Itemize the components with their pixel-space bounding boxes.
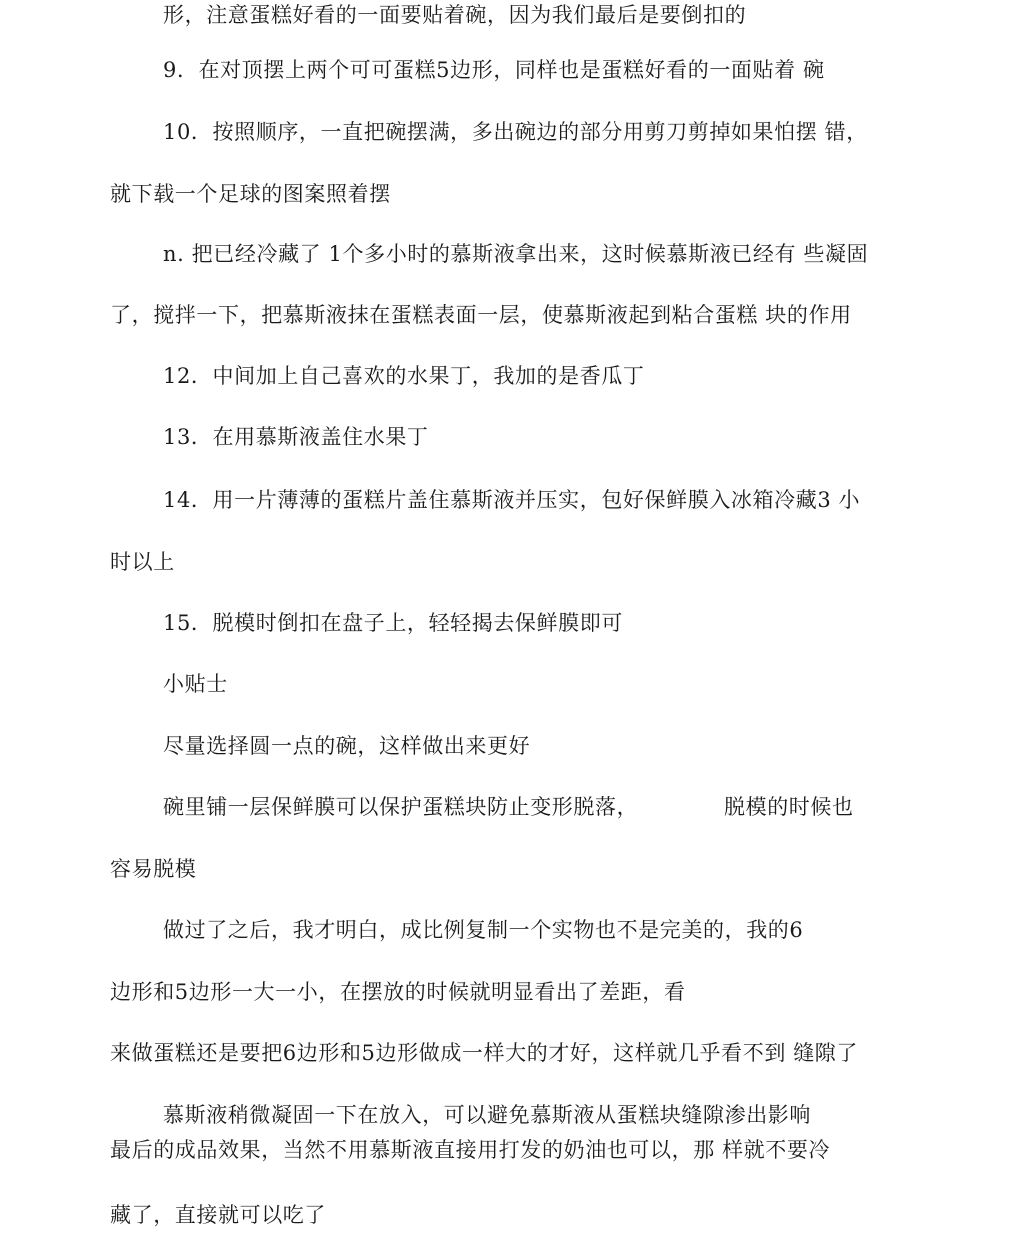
text-line: 15．脱模时倒扣在盘子上，轻轻揭去保鲜膜即可	[163, 611, 623, 635]
text-line: 时以上	[110, 550, 175, 574]
text-line: 就下载一个足球的图案照着摆	[110, 182, 391, 206]
text-line: 了，搅拌一下，把慕斯液抹在蛋糕表面一层，使慕斯液起到粘合蛋糕 块的作用	[110, 303, 852, 327]
text-line: 13．在用慕斯液盖住水果丁	[163, 425, 429, 449]
text-line: 容易脱模	[110, 857, 197, 881]
section-heading: 小贴士	[163, 672, 228, 696]
text-line: 9．在对顶摆上两个可可蛋糕5边形，同样也是蛋糕好看的一面贴着 碗	[163, 58, 825, 82]
text-line: n. 把已经冷藏了 1个多小时的慕斯液拿出来，这时候慕斯液已经有 些凝固	[163, 242, 869, 266]
text-line: 藏了，直接就可以吃了	[110, 1203, 326, 1227]
text-line: 最后的成品效果，当然不用慕斯液直接用打发的奶油也可以，那 样就不要冷	[110, 1138, 831, 1162]
text-line: 14．用一片薄薄的蛋糕片盖住慕斯液并压实，包好保鲜膜入冰箱冷藏3 小	[163, 488, 861, 512]
text-line: 做过了之后，我才明白，成比例复制一个实物也不是完美的，我的6	[163, 918, 804, 942]
text-line: 碗里铺一层保鲜膜可以保护蛋糕块防止变形脱落，	[163, 795, 639, 819]
text-line: 慕斯液稍微凝固一下在放入，可以避免慕斯液从蛋糕块缝隙渗出影响	[163, 1103, 811, 1127]
text-line: 尽量选择圆一点的碗，这样做出来更好	[163, 734, 531, 758]
text-line: 来做蛋糕还是要把6边形和5边形做成一样大的才好，这样就几乎看不到 缝隙了	[110, 1041, 858, 1065]
text-line: 12．中间加上自己喜欢的水果丁，我加的是香瓜丁	[163, 364, 645, 388]
text-line: 边形和5边形一大一小，在摆放的时候就明显看出了差距，看	[110, 980, 686, 1004]
text-line: 10．按照顺序，一直把碗摆满，多出碗边的部分用剪刀剪掉如果怕摆 错，	[163, 120, 868, 144]
text-line: 形，注意蛋糕好看的一面要贴着碗，因为我们最后是要倒扣的	[163, 3, 747, 27]
text-line: 脱模的时候也	[724, 795, 854, 819]
